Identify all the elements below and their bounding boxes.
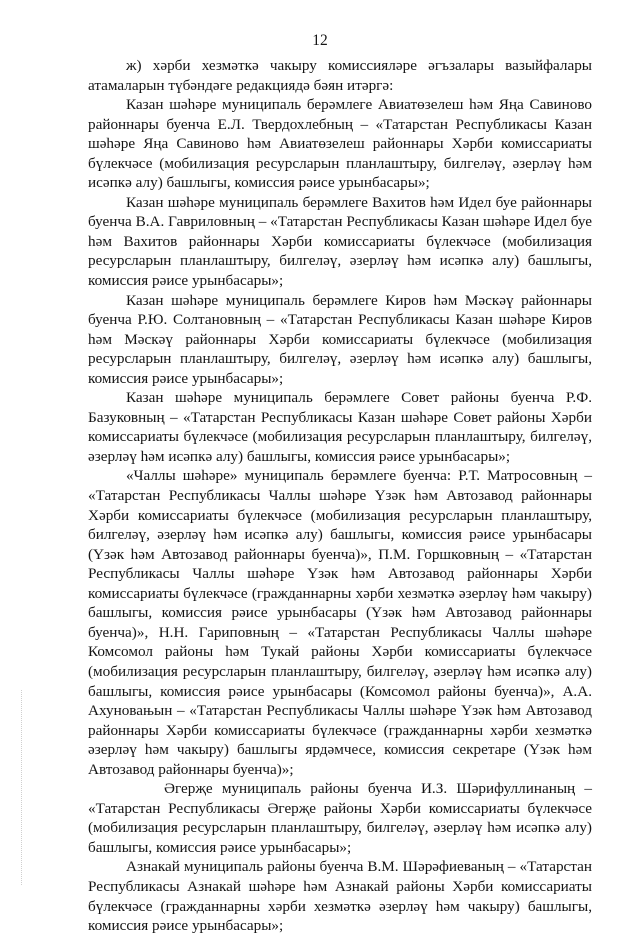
paragraph-aznakai: Азнакай муниципаль районы буенча В.М. Шәрәфиеваның – «Татарстан Республикасы Азнакай шәһәре һәм Азнакай районы Хәрби комиссариаты бүлекчәсе (гражданнарны хәрби хезмәткә әзерләү һәм чакыру) башлыгы, комиссия рәисе урынбасары»; bbox=[88, 858, 592, 935]
paragraph-agerje: Әгерҗе муниципаль районы буенча И.З. Шәрифуллинаның – «Татарстан Республикасы Әгерҗе районы Хәрби комиссариаты бүлекчәсе (мобилизация ресурсларын планлаштыру, билгеләү, әзерләү һәм исәпкә алу) башлыгы, комиссия рәисе урынбасары»; bbox=[88, 780, 592, 856]
paragraph-challi: «Чаллы шәһәре» муниципаль берәмлеге буенча: Р.Т. Матросовның – «Татарстан Республикасы Чаллы шәһәре Үзәк һәм Автозавод районнары Хәрби комиссариаты бүлекчәсе (мобилизация ресурсларын планлаштыру, билгеләү, әзерләү һәм исәпкә алу) башлыгы, комиссия рәисе урынбасары (Үзәк һәм Автозавод районнары буенча)», П.М. Горшковның – «Татарстан Республикасы Чаллы шәһәре Үзәк һәм Автозавод районнары Хәрби комиссариаты бүлекчәсе (гражданнарны хәрби хезмәткә әзерләү һәм чакыру) башлыгы, комиссия рәисе урынбасары (Үзәк һәм Автозавод районнары буенча)», Н.Н. Гариповның – «Татарстан Республикасы Чаллы шәһәре Комсомол районы һәм Тукай районы Хәрби комиссариаты бүлекчәсе (мобилизация ресурсларын планлаштыру, билгеләү, әзерләү һәм исәпкә алу) башлыгы, комиссия рәисе урынбасары (Комсомол районы буенча)», А.А. Ахуновањын – «Татарстан Республикасы Чаллы шәһәре Үзәк һәм Автозавод районнары Хәрби комиссариаты бүлекчәсе (гражданнарны хәрби хезмәткә әзерләү һәм чакыру) башлыгы ярдәмчесе, комиссия секретаре (Үзәк һәм Автозавод районнары буенча)»; bbox=[88, 467, 592, 778]
paragraph-vahitov-idel-bue: Казан шәһәре муниципаль берәмлеге Вахитов һәм Идел буе районнары буенча В.А. Гавриловның – «Татарстан Республикасы Казан шәһәре Идел буе һәм Вахитов районнары Хәрби комиссариаты бүлекчәсе (мобилизация ресурсларын планлаштыру, билгеләү, әзерләү һәм исәпкә алу) башлыгы, комиссия рәисе урынбасары»; bbox=[88, 193, 592, 290]
paragraph-aviatozelesh-savinovo: Казан шәһәре муниципаль берәмлеге Авиатөзелеш һәм Яңа Савиново районнары буенча Е.Л. Твердохлебның – «Татарстан Республикасы Казан шәһәре Яңа Савиново һәм Авиатөзелеш районнары Хәрби комиссариаты бүлекчәсе (мобилизация ресурсларын планлаштыру, билгеләү, әзерләү һәм исәпкә алу) башлыгы, комиссия рәисе урынбасары»; bbox=[88, 96, 592, 192]
paragraph-sovet: Казан шәһәре муниципаль берәмлеге Совет районы буенча Р.Ф. Базуковның – «Татарстан Республикасы Казан шәһәре Совет районы Хәрби комиссариаты бүлекчәсе (мобилизация ресурсларын планлаштыру, билгеләү, әзерләү һәм исәпкә алу) башлыгы, комиссия рәисе урынбасары»; bbox=[88, 389, 592, 465]
paragraph-kirov-maskau: Казан шәһәре муниципаль берәмлеге Киров һәм Мәскәү районнары буенча Р.Ю. Солтановның – «Татарстан Республикасы Казан шәһәре Киров һәм Мәскәү районнары Хәрби комиссариаты бүлекчәсе (мобилизация ресурсларын планлаштыру, билгеләү, әзерләү һәм исәпкә алу) башлыгы, комиссия рәисе урынбасары»; bbox=[88, 291, 592, 387]
paragraph-intro: ж) хәрби хезмәткә чакыру комиссияләре әгъзалары вазыйфалары атамаларын түбәндәге редакциядә бәян итәргә: bbox=[88, 57, 592, 94]
page-number: 12 bbox=[312, 32, 328, 49]
scan-margin-mark bbox=[21, 690, 22, 885]
document-body bbox=[88, 56, 592, 936]
